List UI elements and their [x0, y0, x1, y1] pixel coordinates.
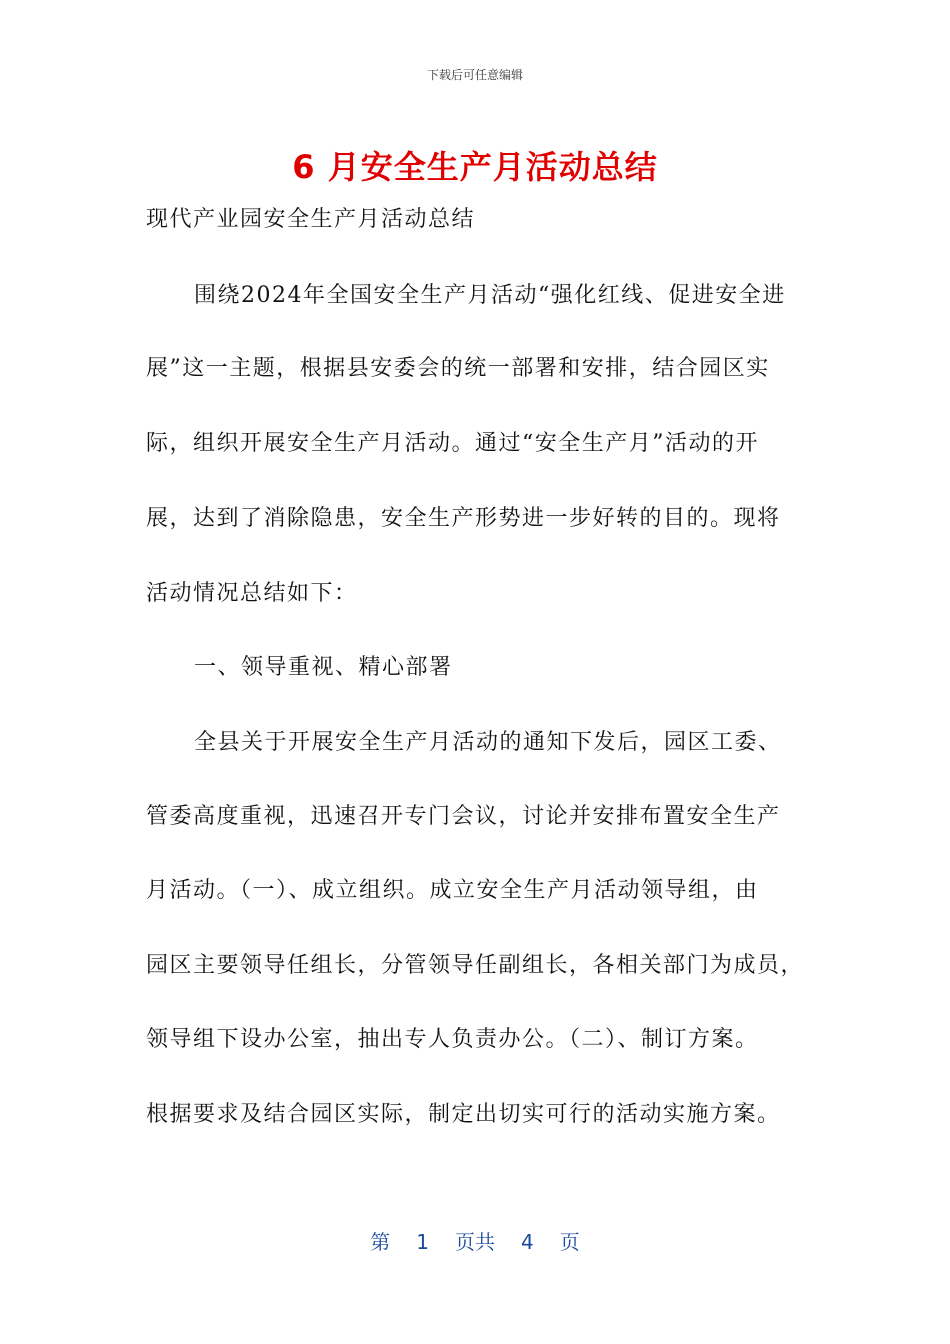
header-note: 下载后可任意编辑: [426, 68, 523, 82]
footer-middle: 页共: [455, 1230, 495, 1254]
paragraph-line: 根据要求及结合园区实际，制定出切实可行的活动实施方案。: [146, 1102, 781, 1127]
section-heading: 一、领导重视、精心部署: [194, 655, 453, 680]
paragraph-line: 全县关于开展安全生产月活动的通知下发后，园区工委、: [194, 730, 782, 755]
footer-total-pages: 4: [521, 1230, 534, 1254]
paragraph-line: 际，组织开展安全生产月活动。通过“安全生产月”活动的开: [146, 431, 759, 456]
paragraph-line: 月活动。（一）、成立组织。成立安全生产月活动领导组，由: [146, 878, 759, 903]
paragraph-line: 展”这一主题，根据县安委会的统一部署和安排，结合园区实: [146, 356, 770, 381]
document-title: 6 月安全生产月活动总结: [292, 148, 658, 186]
paragraph-line: 活动情况总结如下：: [146, 581, 358, 606]
paragraph-line: 围绕2024年全国安全生产月活动“强化红线、促进安全进: [194, 283, 786, 308]
footer-prefix: 第: [370, 1230, 391, 1254]
paragraph-line: 管委高度重视，迅速召开专门会议，讨论并安排布置安全生产: [146, 804, 781, 829]
paragraph-line: 展，达到了消除隐患，安全生产形势进一步好转的目的。现将: [146, 506, 781, 531]
footer-current-page: 1: [416, 1230, 429, 1254]
paragraph-line: 领导组下设办公室，抽出专人负责办公。（二）、制订方案。: [146, 1027, 759, 1052]
document-subtitle: 现代产业园安全生产月活动总结: [146, 207, 476, 232]
footer-suffix: 页: [559, 1230, 580, 1254]
page-footer: [0, 1226, 950, 1255]
paragraph-line: 园区主要领导任组长，分管领导任副组长，各相关部门为成员，: [146, 953, 805, 978]
